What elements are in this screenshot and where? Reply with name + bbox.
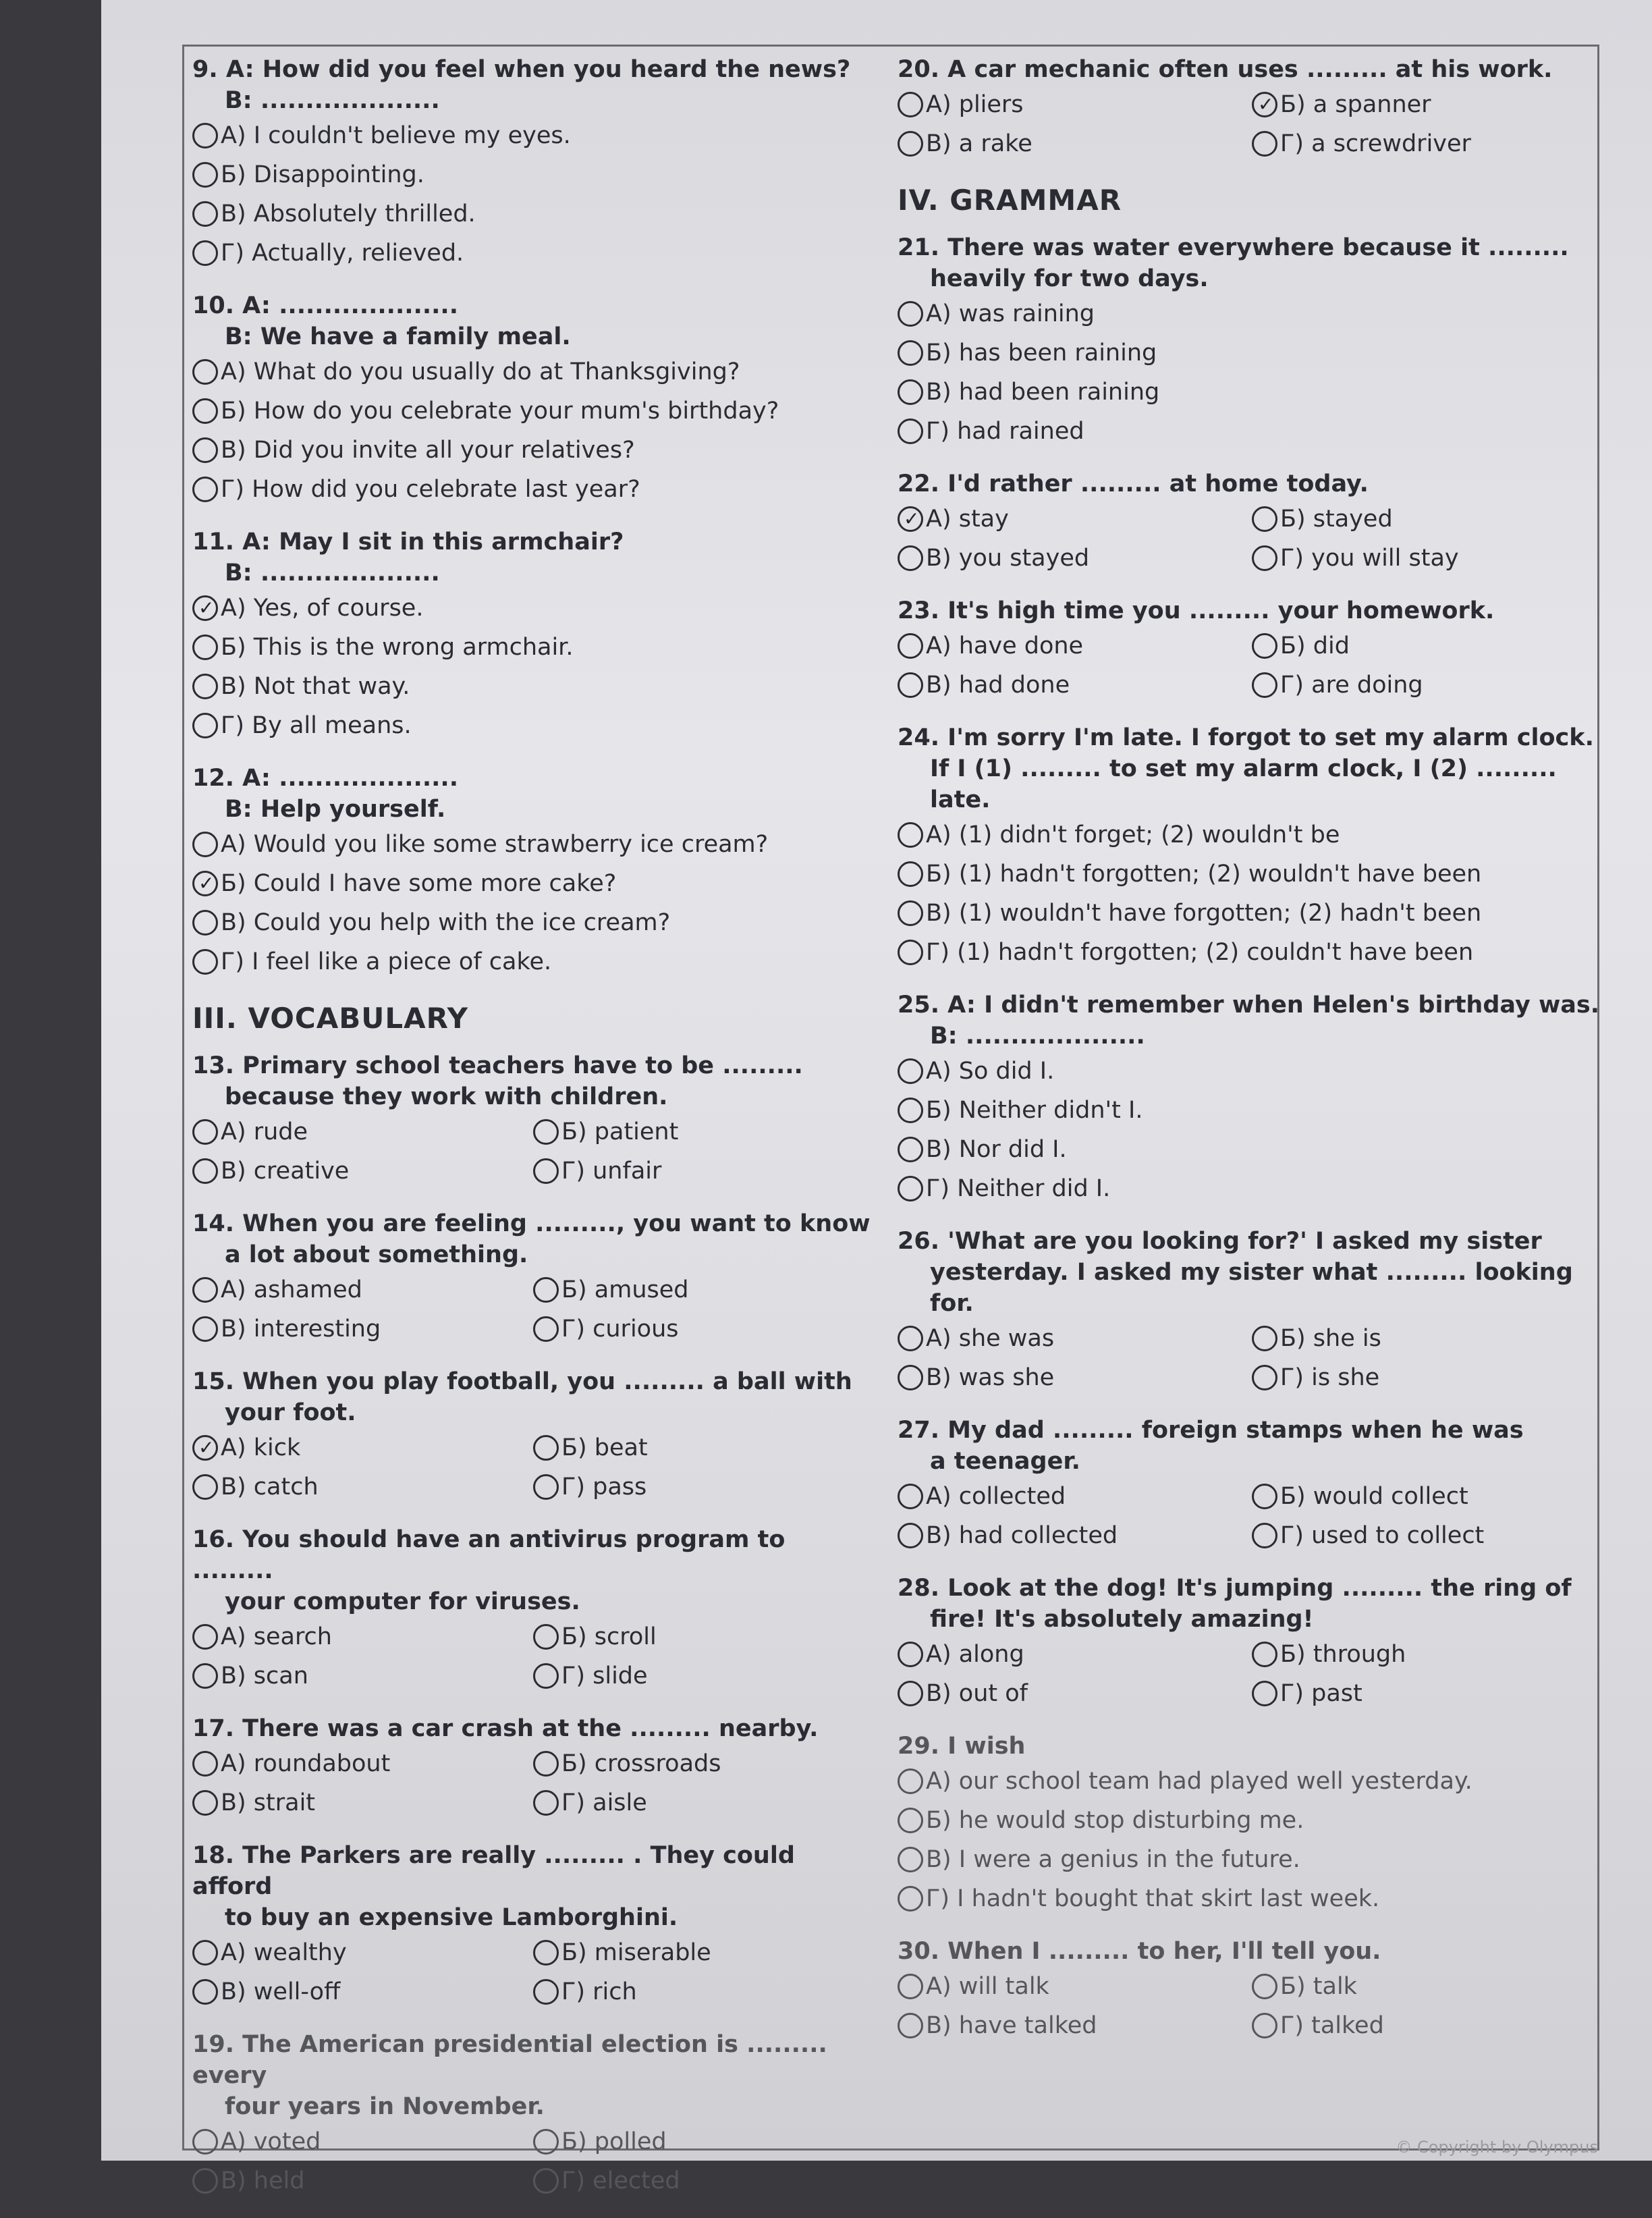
radio-circle-icon[interactable]	[192, 832, 218, 857]
q9-option-d[interactable]: Г) Actually, relieved.	[192, 234, 874, 273]
radio-circle-icon[interactable]	[192, 713, 218, 738]
q10-option-d[interactable]: Г) How did you celebrate last year?	[192, 470, 874, 509]
radio-circle-icon[interactable]	[192, 2129, 218, 2155]
q20-option-b[interactable]: ✓ Б) a spanner	[1252, 85, 1606, 124]
q23-option-a[interactable]: A) have done	[898, 626, 1252, 666]
question-25: 25. A: I didn't remember when Helen's birthday was. B: .................... A) So did I. Б) Neither didn't I. В) Nor did I. Г) Neither did I.	[898, 990, 1606, 1208]
q23-option-b[interactable]: Б) did	[1252, 626, 1606, 666]
radio-circle-icon[interactable]	[533, 1751, 559, 1777]
question-29: 29. I wish A) our school team had played well yesterday. Б) he would stop disturbing me. В) I were a genius in the future. Г) I hadn't bought that skirt last week.	[898, 1731, 1606, 1918]
radio-circle-icon[interactable]	[898, 1681, 923, 1706]
radio-circle-icon[interactable]	[898, 1768, 923, 1794]
radio-circle-icon[interactable]	[192, 240, 218, 266]
radio-circle-icon[interactable]	[533, 1435, 559, 1461]
question-10	[192, 290, 874, 509]
q25-option-d[interactable]: Г) Neither did I.	[898, 1169, 1606, 1208]
q11-option-d[interactable]: Г) By all means.	[192, 706, 874, 745]
radio-circle-icon[interactable]	[192, 1316, 218, 1342]
q25-option-b[interactable]: Б) Neither didn't I.	[898, 1091, 1606, 1130]
radio-circle-icon[interactable]	[898, 379, 923, 405]
radio-circle-icon[interactable]	[1252, 1523, 1277, 1548]
radio-circle-icon[interactable]	[1252, 131, 1277, 157]
radio-circle-icon[interactable]	[192, 201, 218, 227]
radio-circle-icon[interactable]	[898, 545, 923, 571]
question-9	[192, 54, 874, 273]
radio-circle-icon[interactable]	[898, 940, 923, 965]
q22-option-b[interactable]: Б) stayed	[1252, 499, 1606, 539]
q9-reply: B: ....................	[225, 87, 440, 114]
checked-circle-icon[interactable]	[192, 595, 218, 621]
q21-option-d[interactable]: Г) had rained	[898, 412, 1606, 451]
q9-option-b[interactable]: Б) Disappointing.	[192, 155, 874, 194]
q10-option-c[interactable]: В) Did you invite all your relatives?	[192, 431, 874, 470]
q18-option-b[interactable]: Б) miserable	[533, 1933, 874, 1972]
q12-option-b[interactable]: ✓ Б) Could I have some more cake?	[192, 864, 874, 903]
question-23: 23. It's high time you ......... your homework. A) have done Б) did В) had done Г) are doing	[898, 595, 1606, 705]
q18-option-a[interactable]: A) wealthy	[192, 1933, 533, 1972]
radio-circle-icon[interactable]	[1252, 545, 1277, 571]
q30-option-c[interactable]: В) have talked	[898, 2006, 1252, 2045]
q15-option-a[interactable]: ✓ A) kick	[192, 1428, 533, 1467]
radio-circle-icon[interactable]	[898, 1886, 923, 1912]
q10-reply: B: We have a family meal.	[225, 323, 571, 350]
radio-circle-icon[interactable]	[898, 1098, 923, 1123]
question-16: 16. You should have an antivirus program to ......... your computer for viruses. A) search Б) scroll В) scan Г) slide	[192, 1524, 874, 1696]
q16-option-d[interactable]: Г) slide	[533, 1656, 874, 1696]
checked-circle-icon[interactable]	[1252, 92, 1277, 117]
question-28: 28. Look at the dog! It's jumping ......... the ring of fire! It's absolutely amazing! A) along Б) through В) out of Г) past	[898, 1573, 1606, 1713]
question-13: 13. Primary school teachers have to be ......... because they work with children. A) rude Б) patient В) creative Г) unfair	[192, 1050, 874, 1191]
question-17: 17. There was a car crash at the ......... nearby. A) roundabout Б) crossroads В) strait Г) aisle	[192, 1713, 874, 1822]
radio-circle-icon[interactable]	[898, 131, 923, 157]
question-26: 26. 'What are you looking for?' I asked my sister yesterday. I asked my sister what ......... looking for. A) she was Б) she is В) was she Г) is she	[898, 1226, 1606, 1397]
radio-circle-icon[interactable]	[192, 1277, 218, 1303]
question-19: 19. The American presidential election is ......... every four years in November. A) voted Б) polled В) held Г) elected	[192, 2029, 874, 2200]
q11-prompt: 11. A: May I sit in this armchair?	[192, 529, 624, 556]
section-grammar-heading: IV. GRAMMAR	[898, 184, 1122, 217]
q30-option-d[interactable]: Г) talked	[1252, 2006, 1606, 2045]
q9-prompt: 9. A: How did you feel when you heard the news?	[192, 56, 851, 83]
radio-circle-icon[interactable]	[898, 1974, 923, 1999]
q25-option-c[interactable]: В) Nor did I.	[898, 1130, 1606, 1169]
q27-option-b[interactable]: Б) would collect	[1252, 1477, 1606, 1516]
q22-option-a[interactable]: ✓ A) stay	[898, 499, 1252, 539]
q14-option-a[interactable]: A) ashamed	[192, 1270, 533, 1309]
q28-option-d[interactable]: Г) past	[1252, 1674, 1606, 1713]
q19-option-b[interactable]: Б) polled	[533, 2122, 874, 2161]
q13-option-b[interactable]: Б) patient	[533, 1112, 874, 1152]
q12-option-c[interactable]: В) Could you help with the ice cream?	[192, 903, 874, 942]
radio-circle-icon[interactable]	[1252, 1326, 1277, 1351]
radio-circle-icon[interactable]	[192, 2168, 218, 2194]
section-vocabulary-heading: III. VOCABULARY	[192, 1002, 469, 1035]
q30-option-a[interactable]: A) will talk	[898, 1967, 1252, 2006]
radio-circle-icon[interactable]	[192, 1751, 218, 1777]
question-22: 22. I'd rather ......... at home today. ✓ A) stay Б) stayed В) you stayed Г) you will stay	[898, 468, 1606, 578]
radio-circle-icon[interactable]	[898, 633, 923, 659]
q10-option-b[interactable]: Б) How do you celebrate your mum's birthday?	[192, 391, 874, 431]
radio-circle-icon[interactable]	[898, 340, 923, 366]
radio-circle-icon[interactable]	[533, 1316, 559, 1342]
q24-option-c[interactable]: В) (1) wouldn't have forgotten; (2) hadn't been	[898, 894, 1606, 933]
q24-option-a[interactable]: A) (1) didn't forget; (2) wouldn't be	[898, 815, 1606, 855]
checked-circle-icon[interactable]	[898, 506, 923, 532]
radio-circle-icon[interactable]	[192, 437, 218, 463]
radio-circle-icon[interactable]	[898, 1326, 923, 1351]
radio-circle-icon[interactable]	[1252, 1365, 1277, 1390]
question-21: 21. There was water everywhere because it ......... heavily for two days. A) was raining Б) has been raining В) had been raining Г) had rained	[898, 232, 1606, 451]
radio-circle-icon[interactable]	[533, 1277, 559, 1303]
q11-option-b[interactable]: Б) This is the wrong armchair.	[192, 628, 874, 667]
q29-option-a[interactable]: A) our school team had played well yesterday.	[898, 1762, 1606, 1801]
right-column	[898, 54, 1606, 2063]
q11-option-a[interactable]: ✓ A) Yes, of course.	[192, 589, 874, 628]
radio-circle-icon[interactable]	[898, 418, 923, 444]
radio-circle-icon[interactable]	[192, 1158, 218, 1184]
q14-option-b[interactable]: Б) amused	[533, 1270, 874, 1309]
radio-circle-icon[interactable]	[1252, 1484, 1277, 1509]
question-24: 24. I'm sorry I'm late. I forgot to set my alarm clock. If I (1) ......... to set my alarm clock, I (2) ......... late. A) (1) didn't forget; (2) wouldn't be Б) (1) hadn't forgotten; (2) wouldn't have been В) (1) wouldn't have forgotten; (2) hadn't been Г) (1) hadn't forgotten; (2) couldn't have been	[898, 722, 1606, 972]
radio-circle-icon[interactable]	[192, 123, 218, 148]
q13-option-c[interactable]: В) creative	[192, 1152, 533, 1191]
question-11	[192, 526, 874, 745]
radio-circle-icon[interactable]	[1252, 2013, 1277, 2038]
q18-option-c[interactable]: В) well-off	[192, 1972, 533, 2011]
q9-option-c[interactable]: В) Absolutely thrilled.	[192, 194, 874, 234]
radio-circle-icon[interactable]	[533, 1940, 559, 1966]
radio-circle-icon[interactable]	[533, 1474, 559, 1500]
q17-option-d[interactable]: Г) aisle	[533, 1783, 874, 1822]
q12-option-d[interactable]: Г) I feel like a piece of cake.	[192, 942, 874, 981]
q20-option-d[interactable]: Г) a screwdriver	[1252, 124, 1606, 163]
radio-circle-icon[interactable]	[898, 900, 923, 926]
radio-circle-icon[interactable]	[898, 861, 923, 887]
radio-circle-icon[interactable]	[898, 1642, 923, 1667]
radio-circle-icon[interactable]	[192, 1624, 218, 1650]
radio-circle-icon[interactable]	[192, 1940, 218, 1966]
q24-option-d[interactable]: Г) (1) hadn't forgotten; (2) couldn't have been	[898, 933, 1606, 972]
radio-circle-icon[interactable]	[898, 1523, 923, 1548]
q11-option-c[interactable]: В) Not that way.	[192, 667, 874, 706]
q20-option-a[interactable]: A) pliers	[898, 85, 1252, 124]
q26-option-b[interactable]: Б) she is	[1252, 1319, 1606, 1358]
q22-option-d[interactable]: Г) you will stay	[1252, 539, 1606, 578]
q19-option-d[interactable]: Г) elected	[533, 2161, 874, 2200]
question-15: 15. When you play football, you ......... a ball with your foot. ✓ A) kick Б) beat В) catch Г) pass	[192, 1366, 874, 1507]
q16-option-c[interactable]: В) scan	[192, 1656, 533, 1696]
q22-option-c[interactable]: В) you stayed	[898, 539, 1252, 578]
radio-circle-icon[interactable]	[192, 477, 218, 502]
q13-option-d[interactable]: Г) unfair	[533, 1152, 874, 1191]
q19-option-c[interactable]: В) held	[192, 2161, 533, 2200]
radio-circle-icon[interactable]	[898, 1847, 923, 1872]
radio-circle-icon[interactable]	[1252, 633, 1277, 659]
q27-option-d[interactable]: Г) used to collect	[1252, 1516, 1606, 1555]
radio-circle-icon[interactable]	[192, 359, 218, 385]
q12-option-a[interactable]: A) Would you like some strawberry ice cream?	[192, 825, 874, 864]
radio-circle-icon[interactable]	[533, 1790, 559, 1816]
q23-option-c[interactable]: В) had done	[898, 666, 1252, 705]
radio-circle-icon[interactable]	[898, 1176, 923, 1201]
radio-circle-icon[interactable]	[192, 1119, 218, 1145]
radio-circle-icon[interactable]	[1252, 1642, 1277, 1667]
q17-option-a[interactable]: A) roundabout	[192, 1744, 533, 1783]
q26-option-a[interactable]: A) she was	[898, 1319, 1252, 1358]
radio-circle-icon[interactable]	[898, 1365, 923, 1390]
radio-circle-icon[interactable]	[1252, 1681, 1277, 1706]
radio-circle-icon[interactable]	[898, 672, 923, 698]
radio-circle-icon[interactable]	[1252, 1974, 1277, 1999]
q10-option-a[interactable]: A) What do you usually do at Thanksgiving?	[192, 352, 874, 391]
q15-option-d[interactable]: Г) pass	[533, 1467, 874, 1507]
radio-circle-icon[interactable]	[192, 1979, 218, 2005]
q14-option-d[interactable]: Г) curious	[533, 1309, 874, 1349]
radio-circle-icon[interactable]	[192, 1663, 218, 1689]
copyright-footer: © Copyright by Olympus	[1396, 2138, 1598, 2157]
radio-circle-icon[interactable]	[898, 2013, 923, 2038]
radio-circle-icon[interactable]	[898, 1808, 923, 1833]
checked-circle-icon[interactable]	[192, 1435, 218, 1461]
q21-option-c[interactable]: В) had been raining	[898, 373, 1606, 412]
radio-circle-icon[interactable]	[192, 910, 218, 936]
radio-circle-icon[interactable]	[533, 1119, 559, 1145]
q26-option-c[interactable]: В) was she	[898, 1358, 1252, 1397]
q16-option-a[interactable]: A) search	[192, 1617, 533, 1656]
q11-reply: B: ....................	[225, 560, 440, 587]
radio-circle-icon[interactable]	[192, 1474, 218, 1500]
q29-option-d[interactable]: Г) I hadn't bought that skirt last week.	[898, 1879, 1606, 1918]
q28-option-a[interactable]: A) along	[898, 1635, 1252, 1674]
q9-option-a[interactable]: A) I couldn't believe my eyes.	[192, 116, 874, 155]
q24-option-b[interactable]: Б) (1) hadn't forgotten; (2) wouldn't have been	[898, 855, 1606, 894]
q27-option-c[interactable]: В) had collected	[898, 1516, 1252, 1555]
question-30: 30. When I ......... to her, I'll tell you. A) will talk Б) talk В) have talked Г) talked	[898, 1936, 1606, 2045]
radio-circle-icon[interactable]	[533, 1158, 559, 1184]
q13-option-a[interactable]: A) rude	[192, 1112, 533, 1152]
question-14: 14. When you are feeling ........., you want to know a lot about something. A) ashamed Б) amused В) interesting Г) curious	[192, 1208, 874, 1349]
q12-prompt: 12. A: ....................	[192, 765, 459, 792]
question-12	[192, 763, 874, 981]
q15-option-b[interactable]: Б) beat	[533, 1428, 874, 1467]
q17-option-c[interactable]: В) strait	[192, 1783, 533, 1822]
radio-circle-icon[interactable]	[898, 301, 923, 327]
q18-option-d[interactable]: Г) rich	[533, 1972, 874, 2011]
radio-circle-icon[interactable]	[533, 1663, 559, 1689]
radio-circle-icon[interactable]	[533, 2168, 559, 2194]
radio-circle-icon[interactable]	[533, 1979, 559, 2005]
q14-option-c[interactable]: В) interesting	[192, 1309, 533, 1349]
radio-circle-icon[interactable]	[192, 634, 218, 660]
radio-circle-icon[interactable]	[533, 2129, 559, 2155]
q29-option-c[interactable]: В) I were a genius in the future.	[898, 1840, 1606, 1879]
q30-option-b[interactable]: Б) talk	[1252, 1967, 1606, 2006]
q21-option-b[interactable]: Б) has been raining	[898, 333, 1606, 373]
question-27: 27. My dad ......... foreign stamps when he was a teenager. A) collected Б) would collect В) had collected Г) used to collect	[898, 1415, 1606, 1555]
q28-option-c[interactable]: В) out of	[898, 1674, 1252, 1713]
radio-circle-icon[interactable]	[192, 398, 218, 424]
radio-circle-icon[interactable]	[192, 1790, 218, 1816]
q20-option-c[interactable]: В) a rake	[898, 124, 1252, 163]
radio-circle-icon[interactable]	[898, 1137, 923, 1162]
q16-option-b[interactable]: Б) scroll	[533, 1617, 874, 1656]
radio-circle-icon[interactable]	[192, 949, 218, 975]
q25-option-a[interactable]: A) So did I.	[898, 1052, 1606, 1091]
radio-circle-icon[interactable]	[1252, 506, 1277, 532]
radio-circle-icon[interactable]	[1252, 672, 1277, 698]
q21-option-a[interactable]: A) was raining	[898, 294, 1606, 333]
radio-circle-icon[interactable]	[192, 162, 218, 188]
radio-circle-icon[interactable]	[898, 92, 923, 117]
radio-circle-icon[interactable]	[533, 1624, 559, 1650]
left-column	[192, 54, 874, 2218]
checked-circle-icon[interactable]	[192, 871, 218, 896]
q26-option-d[interactable]: Г) is she	[1252, 1358, 1606, 1397]
q12-reply: B: Help yourself.	[225, 796, 446, 823]
q29-option-b[interactable]: Б) he would stop disturbing me.	[898, 1801, 1606, 1840]
q10-prompt: 10. A: ....................	[192, 292, 459, 319]
radio-circle-icon[interactable]	[898, 822, 923, 848]
radio-circle-icon[interactable]	[898, 1058, 923, 1084]
q27-option-a[interactable]: A) collected	[898, 1477, 1252, 1516]
q15-option-c[interactable]: В) catch	[192, 1467, 533, 1507]
q28-option-b[interactable]: Б) through	[1252, 1635, 1606, 1674]
question-18: 18. The Parkers are really ......... . They could afford to buy an expensive Lamborghini. A) wealthy Б) miserable В) well-off Г) rich	[192, 1840, 874, 2011]
question-20: 20. A car mechanic often uses ......... at his work. A) pliers ✓ Б) a spanner В) a rake Г) a screwdriver	[898, 54, 1606, 163]
q19-option-a[interactable]: A) voted	[192, 2122, 533, 2161]
q17-option-b[interactable]: Б) crossroads	[533, 1744, 874, 1783]
radio-circle-icon[interactable]	[898, 1484, 923, 1509]
radio-circle-icon[interactable]	[192, 674, 218, 699]
q23-option-d[interactable]: Г) are doing	[1252, 666, 1606, 705]
